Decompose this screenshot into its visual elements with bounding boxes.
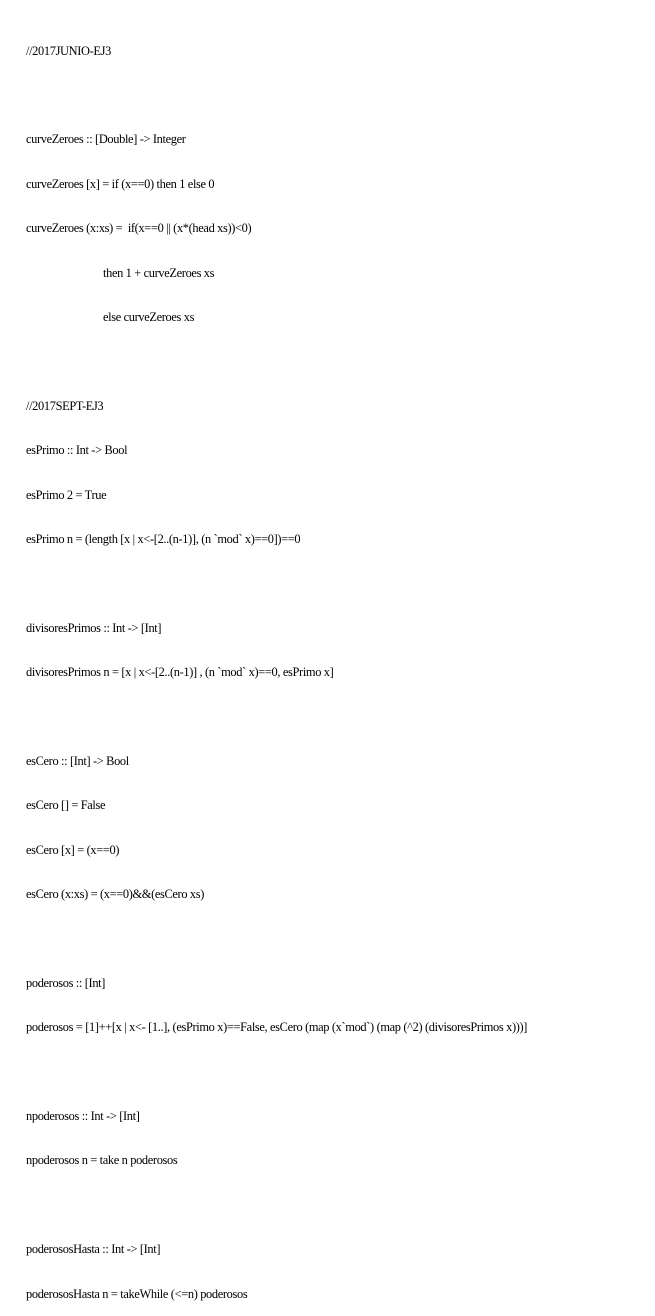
code-line: //2017SEPT-EJ3 [26,398,104,413]
code-line: npoderosos :: Int -> [Int] [26,1108,140,1123]
code-line: divisoresPrimos :: Int -> [Int] [26,620,162,635]
blank-line [26,354,527,369]
blank-line [26,931,527,946]
code-line: //2017JUNIO-EJ3 [26,43,111,58]
blank-line [26,1198,527,1213]
blank-line [26,1065,527,1080]
code-line: curveZeroes (x:xs) = if(x==0 || (x*(head xs))<0) [26,221,252,236]
code-line: esPrimo n = (length [x | x<-[2..(n-1)], (n `mod` x)==0])==0 [26,531,301,546]
code-line: esCero (x:xs) = (x==0)&&(esCero xs) [26,887,205,902]
code-line-indented: then 1 + curveZeroes xs [103,265,215,280]
code-line: curveZeroes [x] = if (x==0) then 1 else 0 [26,176,215,191]
blank-line [26,88,527,103]
code-line: esCero [] = False [26,798,106,813]
code-line: esCero :: [Int] -> Bool [26,753,129,768]
blank-line [26,576,527,591]
code-line-indented: else curveZeroes xs [103,309,195,324]
blank-line [26,709,527,724]
code-document [26,14,527,1316]
code-line: esPrimo :: Int -> Bool [26,443,128,458]
code-line: poderosos :: [Int] [26,975,106,990]
code-line: esPrimo 2 = True [26,487,107,502]
code-line: divisoresPrimos n = [x | x<-[2..(n-1)] , (n `mod` x)==0, esPrimo x] [26,665,334,680]
code-line: npoderosos n = take n poderosos [26,1153,178,1168]
code-line: poderosos = [1]++[x | x<- [1..], (esPrimo x)==False, esCero (map (x`mod`) (map (^2) (divisoresPrimos x)))] [26,1020,528,1035]
code-line: esCero [x] = (x==0) [26,842,120,857]
code-line: poderososHasta n = takeWhile (<=n) poderosos [26,1286,248,1301]
code-line: curveZeroes :: [Double] -> Integer [26,132,186,147]
code-line: poderososHasta :: Int -> [Int] [26,1242,161,1257]
